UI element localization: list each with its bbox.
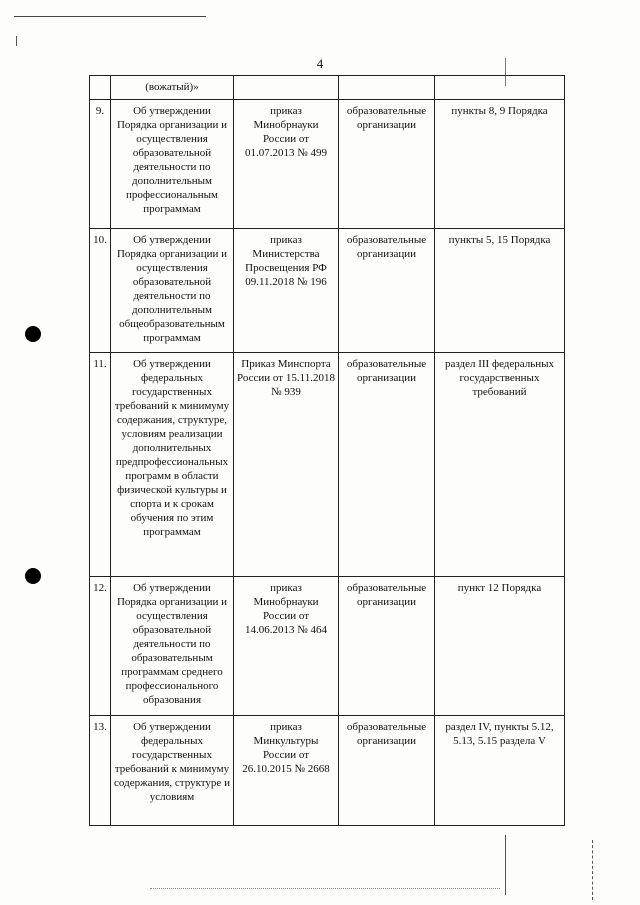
mandatory-requirements: раздел IV, пункты 5.12, 5.13, 5.15 раздела V [435, 716, 565, 826]
scan-artifact-line [150, 888, 500, 889]
page-number: 4 [316, 56, 324, 71]
regulated-subjects: образовательные организации [339, 577, 435, 716]
number-cell [90, 76, 111, 100]
mandatory-requirements: пункты 8, 9 Порядка [435, 100, 565, 229]
row-number: 9. [90, 100, 111, 229]
act-title: Об утверждении Порядка организации и осуществления образовательной деятельности по дополнительным профессиональным программам [111, 100, 234, 229]
regulated-subjects: образовательные организации [339, 100, 435, 229]
act-title: Об утверждении Порядка организации и осуществления образовательной деятельности по дополнительным общеобразовательным программам [111, 229, 234, 353]
header-rule [14, 16, 206, 17]
table-row-continuation [90, 76, 565, 100]
row-number: 10. [90, 229, 111, 353]
act-title: Об утверждении федеральных государственных требований к минимуму содержания, структуре, условиям реализации дополнительных предпрофессиональных программ в области физической культуры и спорта и к срокам обучения по этим программам [111, 353, 234, 577]
row-number: 12. [90, 577, 111, 716]
mandatory-requirements: пункты 5, 15 Порядка [435, 229, 565, 353]
subjects-cell [339, 76, 435, 100]
act-cell [234, 76, 339, 100]
act-reference: приказ Минобрнауки России от 01.07.2013 № 499 [234, 100, 339, 229]
act-reference: приказ Министерства Просвещения РФ 09.11.2018 № 196 [234, 229, 339, 353]
punch-hole [25, 326, 41, 342]
scan-mark [16, 36, 17, 46]
regulations-table [89, 75, 565, 826]
punch-hole [25, 568, 41, 584]
mandatory-requirements: раздел III федеральных государственных требований [435, 353, 565, 577]
act-reference: приказ Минобрнауки России от 14.06.2013 № 464 [234, 577, 339, 716]
act-reference: приказ Минкультуры России от 26.10.2015 № 2668 [234, 716, 339, 826]
regulated-subjects: образовательные организации [339, 229, 435, 353]
act-reference: Приказ Минспорта России от 15.11.2018 № 939 [234, 353, 339, 577]
regulated-subjects: образовательные организации [339, 716, 435, 826]
table-row [90, 716, 565, 826]
table-row [90, 577, 565, 716]
requirements-cell [435, 76, 565, 100]
table-row [90, 229, 565, 353]
fold-line [505, 835, 506, 895]
regulated-subjects: образовательные организации [339, 353, 435, 577]
table-row [90, 353, 565, 577]
scan-mark [592, 840, 593, 900]
act-title: Об утверждении федеральных государственных требований к минимуму содержания, структуре и условиям [111, 716, 234, 826]
row-number: 11. [90, 353, 111, 577]
table-row [90, 100, 565, 229]
act-title: Об утверждении Порядка организации и осуществления образовательной деятельности по образовательным программам среднего профессионального образования [111, 577, 234, 716]
row-number: 13. [90, 716, 111, 826]
title-cell: (вожатый)» [111, 76, 234, 100]
mandatory-requirements: пункт 12 Порядка [435, 577, 565, 716]
